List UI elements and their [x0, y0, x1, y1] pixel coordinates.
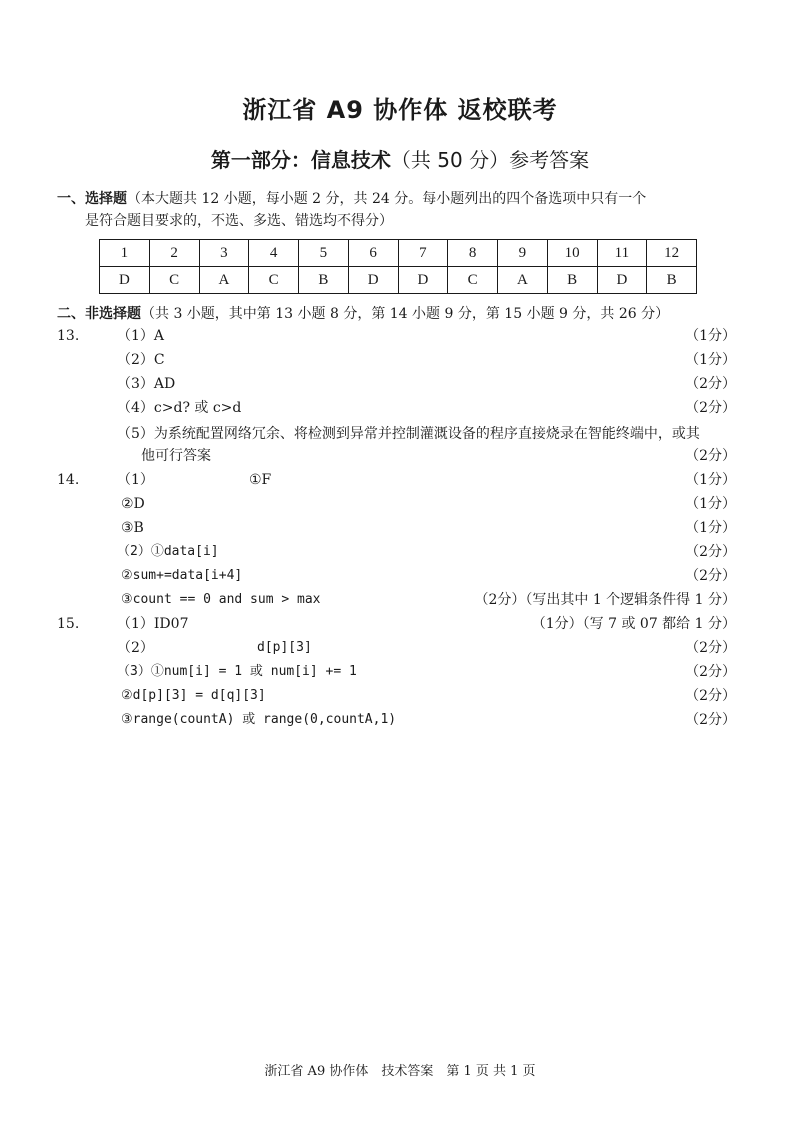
answer-text: （2）C — [117, 352, 165, 368]
answer-line — [0, 517, 800, 539]
answer-text: （2） — [117, 640, 154, 656]
page-subtitle — [0, 144, 800, 173]
answer-text: 他可行答案 — [141, 448, 211, 464]
section1-header — [57, 188, 757, 232]
answer-line — [0, 685, 800, 707]
section1-desc-line1: （本大题共 12 小题，每小题 2 分，共 24 分。每小题列出的四个备选项中只有一个 — [127, 191, 647, 207]
table-cell: D — [100, 267, 150, 294]
score-text: （2分） — [685, 448, 736, 464]
score-text: （2分） — [685, 664, 736, 680]
subtitle-rest: （共 50 分）参考答案 — [390, 148, 590, 172]
answer-text: ②sum+=data[i+4] — [121, 568, 243, 583]
score-text: （1分） — [685, 352, 736, 368]
answer-text: （1）A — [117, 328, 165, 344]
answer-line — [0, 493, 800, 515]
score-text: （2分） — [685, 400, 736, 416]
answer-text: （3）①num[i] = 1 或 num[i] += 1 — [117, 664, 357, 679]
question-number-row — [100, 240, 697, 267]
subtitle-part: 第一部分：信息技术 — [210, 148, 391, 172]
score-text: （1分） — [685, 328, 736, 344]
section1-heading: 一、选择题 — [57, 191, 127, 207]
score-text: （1分） — [685, 496, 736, 512]
score-text: （1分） — [685, 520, 736, 536]
table-cell: B — [647, 267, 697, 294]
answer-text: ③count == 0 and sum > max — [121, 592, 321, 607]
table-cell: D — [348, 267, 398, 294]
table-cell: C — [448, 267, 498, 294]
score-text: （2分） — [685, 544, 736, 560]
table-cell: 12 — [647, 240, 697, 267]
score-text: （2分） — [685, 640, 736, 656]
score-text: （2分） — [685, 688, 736, 704]
table-cell: 1 — [100, 240, 150, 267]
answer-line — [0, 565, 800, 587]
answer-line — [0, 637, 800, 659]
answer-text: （5）为系统配置网络冗余、将检测到异常并控制灌溉设备的程序直接烧录在智能终端中，或其 — [117, 426, 700, 442]
table-cell: D — [398, 267, 448, 294]
score-text: （2分） — [685, 568, 736, 584]
answer-line — [0, 613, 800, 635]
table-cell: 9 — [498, 240, 548, 267]
section2-desc: （共 3 小题，其中第 13 小题 8 分，第 14 小题 9 分，第 15 小题 9 分，共 26 分） — [141, 306, 670, 322]
question-number: 14. — [57, 472, 80, 488]
score-text: （1分）（写 7 或 07 都给 1 分） — [531, 616, 736, 632]
answer-text: （1） — [117, 472, 154, 488]
table-cell: 8 — [448, 240, 498, 267]
answer-line — [0, 423, 800, 445]
answer-text: ②d[p][3] = d[q][3] — [121, 688, 266, 703]
table-cell: 7 — [398, 240, 448, 267]
table-cell: D — [597, 267, 647, 294]
table-cell: 6 — [348, 240, 398, 267]
table-cell: C — [249, 267, 299, 294]
table-cell: 11 — [597, 240, 647, 267]
answer-line — [0, 373, 800, 395]
table-cell: C — [149, 267, 199, 294]
answer-line — [0, 397, 800, 419]
score-text: （2分） — [685, 712, 736, 728]
section1-desc-line2: 是符合题目要求的，不选、多选、错选均不得分） — [85, 213, 393, 229]
answer-table — [99, 239, 697, 294]
page-footer: 浙江省 A9 协作体 技术答案 第 1 页 共 1 页 — [264, 1064, 536, 1079]
section2-header — [57, 303, 669, 323]
page-title: 浙江省 A9 协作体 返校联考 — [242, 96, 558, 124]
table-cell: 10 — [547, 240, 597, 267]
answer-line — [0, 589, 800, 611]
question-number: 15. — [57, 616, 80, 632]
score-text: （2分） — [685, 376, 736, 392]
answer-text: （1）ID07 — [117, 616, 189, 632]
answer-line — [0, 469, 800, 491]
answer-text: （2）①data[i] — [117, 544, 219, 559]
answer-text: ①F — [249, 472, 272, 488]
answer-text: （4）c>d? 或 c>d — [117, 400, 242, 416]
answer-text: d[p][3] — [257, 640, 312, 655]
score-text: （2分）（写出其中 1 个逻辑条件得 1 分） — [474, 592, 736, 608]
table-cell: A — [498, 267, 548, 294]
table-cell: 4 — [249, 240, 299, 267]
table-cell: A — [199, 267, 249, 294]
answer-text: （3）AD — [117, 376, 176, 392]
table-cell: 2 — [149, 240, 199, 267]
answer-line — [0, 709, 800, 731]
answer-row — [100, 267, 697, 294]
answer-line — [0, 325, 800, 347]
answer-line — [0, 541, 800, 563]
answer-text: ③range(countA) 或 range(0,countA,1) — [121, 712, 397, 727]
answer-text: ②D — [121, 496, 145, 512]
answer-line — [0, 661, 800, 683]
table-cell: 3 — [199, 240, 249, 267]
answer-text: ③B — [121, 520, 144, 536]
answer-line — [0, 349, 800, 371]
table-cell: 5 — [299, 240, 349, 267]
table-cell: B — [547, 267, 597, 294]
answer-line — [0, 445, 800, 467]
score-text: （1分） — [685, 472, 736, 488]
question-number: 13. — [57, 328, 80, 344]
table-cell: B — [299, 267, 349, 294]
section2-heading: 二、非选择题 — [57, 306, 141, 322]
